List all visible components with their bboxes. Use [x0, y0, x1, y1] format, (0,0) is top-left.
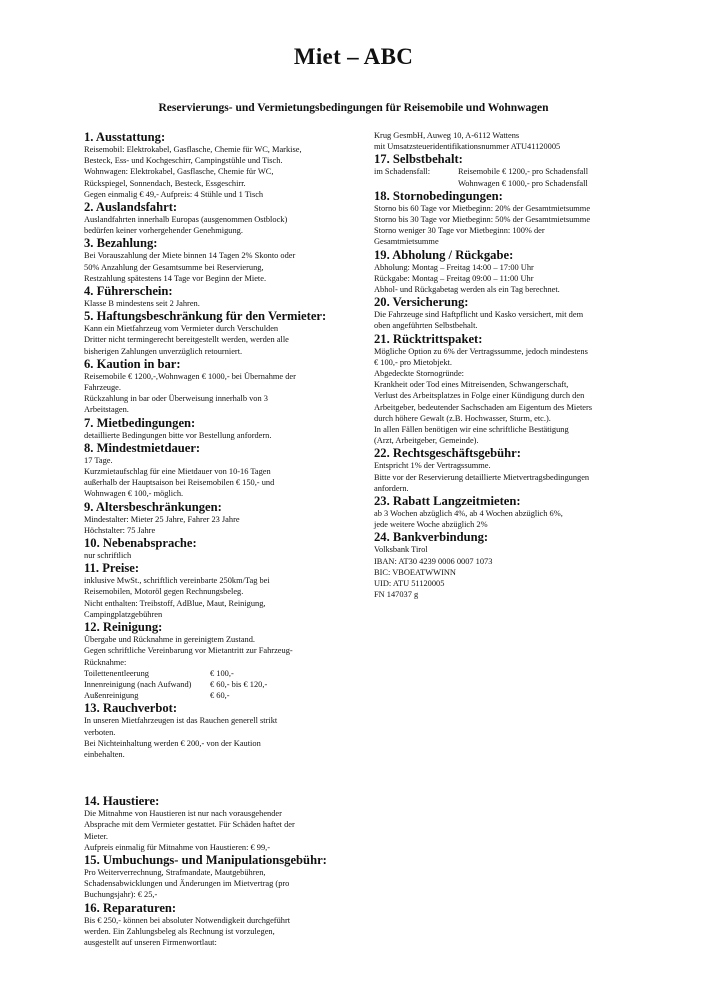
section-line: Gesamtmietsumme [374, 237, 439, 247]
section-heading: 14. Haustiere: [84, 794, 160, 809]
section-line: BIC: VBOEATWWINN [374, 567, 456, 577]
section-heading: 12. Reinigung: [84, 620, 163, 635]
section-body [374, 544, 636, 600]
section-s5 [84, 309, 346, 357]
section-s8 [84, 441, 346, 500]
section-s14 [84, 794, 346, 853]
section-line: Reisemobilen, Motoröl gegen Rechnungsbeleg. [84, 587, 244, 597]
section-body [84, 550, 346, 561]
section-line: Restzahlung spätestens 14 Tage vor Beginn der Miete. [84, 273, 267, 283]
address-line: Krug GesmbH, Auweg 10, A-6112 Wattens [374, 131, 520, 140]
section-heading: 5. Haftungsbeschränkung für den Vermieter: [84, 309, 327, 324]
section-heading: 9. Altersbeschränkungen: [84, 499, 222, 514]
section-line: Bis € 250,- können bei absoluter Notwendigkeit durchgeführt [84, 915, 291, 925]
section-line: bedürfen keiner vorhergehender Genehmigung. [84, 226, 243, 236]
section-line: anfordern. [374, 483, 409, 493]
section-heading: 11. Preise: [84, 561, 140, 576]
section-line: Mindestalter: Mieter 25 Jahre, Fahrer 23 Jahre [84, 514, 240, 524]
section-s2 [84, 200, 346, 236]
address-line: mit Umsatzsteueridentifikationsnummer ATU41120005 [374, 142, 561, 152]
document-subtitle: Reservierungs- und Vermietungsbedingungen für Reisemobile und Wohnwagen [158, 102, 549, 114]
section-line: Storno weniger 30 Tage vor Mietbeginn: 100% der [374, 226, 545, 236]
section-line: Klasse B mindestens seit 2 Jahren. [84, 299, 200, 309]
section-body [84, 430, 346, 441]
section-heading: 13. Rauchverbot: [84, 701, 178, 716]
section-s1 [84, 130, 346, 200]
section-line: In unseren Mietfahrzeugen ist das Rauchen generell strikt [84, 716, 278, 726]
price-row [84, 690, 346, 701]
row-label: Innenreinigung (nach Aufwand) [84, 679, 192, 689]
section-s15 [84, 853, 346, 901]
section-body [374, 166, 636, 188]
section-s10 [84, 536, 346, 561]
section-heading: 6. Kaution in bar: [84, 356, 181, 371]
section-line: Bei Vorauszahlung der Miete binnen 14 Tagen 2% Skonto oder [84, 251, 296, 261]
section-s22 [374, 446, 636, 494]
section-heading: 17. Selbstbehalt: [374, 152, 463, 167]
section-heading: 16. Reparaturen: [84, 900, 177, 915]
section-body [84, 298, 346, 309]
section-line: Die Fahrzeuge sind Haftpflicht und Kasko versichert, mit dem [374, 310, 584, 320]
section-line: Kann ein Mietfahrzeug vom Vermieter durch Verschulden [84, 324, 279, 334]
section-s21 [374, 332, 636, 447]
section-line: außerhalb der Hauptsaison bei Reisemobilen € 150,- und [84, 478, 275, 488]
section-line: Übergabe und Rücknahme in gereinigtem Zustand. [84, 635, 256, 645]
section-line: Verlust des Arbeitsplatzes in Folge einer Kündigung durch den [374, 391, 585, 401]
section-line: einbehalten. [84, 749, 125, 759]
section-heading: 23. Rabatt Langzeitmieten: [374, 494, 521, 509]
section-line: FN 147037 g [374, 590, 419, 600]
row-value: € 100,- [210, 668, 234, 678]
section-s7 [84, 416, 346, 441]
section-line: (Arzt, Arbeitgeber, Gemeinde). [374, 436, 479, 446]
section-line: Nicht enthalten: Treibstoff, AdBlue, Maut, Reinigung, [84, 598, 266, 608]
section-line: Mögliche Option zu 6% der Vertragssumme, jedoch mindestens [374, 346, 588, 356]
section-body [374, 460, 636, 494]
section-body [84, 514, 346, 536]
section-body [84, 250, 346, 284]
section-line: Storno bis 30 Tage vor Mietbeginn: 50% der Gesamtmietsumme [374, 215, 591, 225]
section-line: inklusive MwSt., schriftlich vereinbarte 250km/Tag bei [84, 576, 270, 586]
section-line: Wohnwagen: Elektrokabel, Gasflasche, Chemie für WC, [84, 167, 274, 177]
section-body [84, 214, 346, 236]
section-body [84, 144, 346, 200]
section-line: Absprache mit dem Vermieter gestattet. Für Schäden haftet der [84, 820, 295, 830]
section-s4 [84, 284, 346, 309]
section-body [84, 323, 346, 357]
section-heading: 7. Mietbedingungen: [84, 415, 196, 430]
section-line: Bei Nichteinhaltung werden € 200,- von der Kaution [84, 738, 261, 748]
section-s6 [84, 357, 346, 416]
row-label: Toilettenentleerung [84, 668, 149, 678]
section-line: Reisemobile € 1200,-,Wohnwagen € 1000,- bei Übernahme der [84, 371, 296, 381]
section-line: Die Mitnahme von Haustieren ist nur nach vorausgehender [84, 809, 282, 819]
section-line: 17 Tage. [84, 455, 113, 465]
row-label: Außenreinigung [84, 691, 139, 701]
section-line: Fahrzeuge. [84, 383, 121, 393]
section-s17 [374, 152, 636, 188]
section-line: Rückspiegel, Sonnendach, Besteck, Essgeschirr. [84, 178, 246, 188]
section-line: In allen Fällen benötigen wir eine schriftliche Bestätigung [374, 425, 569, 435]
section-body [84, 455, 346, 500]
section-line: € 100,- pro Mietobjekt. [374, 357, 452, 367]
section-body [84, 715, 346, 760]
section-line: Bitte vor der Reservierung detaillierte Mietvertragsbedingungen [374, 472, 590, 482]
section-s3 [84, 236, 346, 284]
section-line: ausgestellt auf unseren Firmenwortlaut: [84, 937, 217, 947]
section-line: Wohnwagen € 100,- möglich. [84, 489, 184, 499]
price-row [374, 166, 636, 177]
section-s11 [84, 561, 346, 620]
section-s19 [374, 248, 636, 296]
section-line: Gegen schriftliche Vereinbarung vor Mietantritt zur Fahrzeug- [84, 646, 293, 656]
section-heading: 24. Bankverbindung: [374, 530, 489, 545]
section-line: Rücknahme: [84, 657, 127, 667]
section-s23 [374, 494, 636, 530]
section-line: Auslandfahrten innerhalb Europas (ausgenommen Ostblock) [84, 215, 288, 225]
section-line: nur schriftlich [84, 551, 132, 561]
section-body [84, 808, 346, 853]
section-line: Arbeitgeber, bedeutender Sachschaden am Eigentum des Mieters [374, 402, 593, 412]
section-line: Storno bis 60 Tage vor Mietbeginn: 20% der Gesamtmietsumme [374, 203, 591, 213]
section-s20 [374, 295, 636, 331]
section-line: Entspricht 1% der Vertragssumme. [374, 461, 491, 471]
section-line: durch höhere Gewalt (z.B. Hochwasser, Sturm, etc.). [374, 413, 551, 423]
section-body [374, 508, 636, 530]
section-line: Buchungsjahr): € 25,- [84, 890, 158, 900]
row-value: Reisemobile € 1200,- pro Schadensfall [458, 167, 589, 177]
section-heading: 20. Versicherung: [374, 295, 469, 310]
row-value: € 60,- [210, 691, 230, 701]
section-line: werden. Ein Zahlungsbeleg als Rechnung ist vorzulegen, [84, 926, 275, 936]
section-heading: 22. Rechtsgeschäftsgebühr: [374, 446, 521, 461]
section-line: Mieter. [84, 831, 108, 841]
section-line: Schadensabwicklungen und Änderungen im Mietvertrag (pro [84, 879, 290, 889]
section-body [374, 346, 636, 447]
section-heading: 10. Nebenabsprache: [84, 536, 197, 551]
section-body [374, 262, 636, 296]
section-line: jede weitere Woche abzüglich 2% [374, 520, 488, 530]
section-line: UID: ATU 51120005 [374, 579, 445, 589]
section-body [84, 634, 346, 701]
section-line: Volksbank Tirol [374, 545, 428, 555]
column-spacer [84, 760, 346, 794]
row-value: € 60,- bis € 120,- [210, 679, 268, 689]
section-s18 [374, 189, 636, 248]
section-line: Höchstalter: 75 Jahre [84, 525, 156, 535]
price-row [374, 178, 636, 189]
section-line: 50% Anzahlung der Gesamtsumme bei Reservierung, [84, 262, 264, 272]
section-body [84, 575, 346, 620]
section-line: Aufpreis einmalig für Mitnahme von Haustieren: € 99,- [84, 842, 271, 852]
section-s24 [374, 530, 636, 600]
section-line: Rückzahlung in bar oder Überweisung innerhalb von 3 [84, 394, 268, 404]
price-row [84, 679, 346, 690]
section-line: detaillierte Bedingungen bitte vor Bestellung anfordern. [84, 430, 272, 440]
section-line: Campingplatzgebühren [84, 609, 163, 619]
section-line: Arbeitstagen. [84, 405, 129, 415]
section-s16 [84, 901, 346, 949]
section-line: Kurzmietaufschlag für eine Mietdauer von 10-16 Tagen [84, 467, 271, 477]
row-label [374, 178, 458, 189]
section-line: Pro Weiterverrechnung, Strafmandate, Mautgebühren, [84, 867, 266, 877]
row-label: im Schadensfall: [374, 167, 431, 177]
section-heading: 3. Bezahlung: [84, 236, 158, 251]
section-heading: 21. Rücktrittspaket: [374, 331, 483, 346]
section-heading: 4. Führerschein: [84, 284, 173, 299]
section-line: Abholung: Montag – Freitag 14:00 – 17:00 Uhr [374, 262, 534, 272]
section-line: Rückgabe: Montag – Freitag 09:00 – 11:00 Uhr [374, 273, 534, 283]
row-value: Wohnwagen € 1000,- pro Schadensfall [458, 178, 588, 188]
section-line: bisherigen Zahlungen unverzüglich retourniert. [84, 346, 243, 356]
document-title: Miet – ABC [293, 44, 414, 69]
section-line: IBAN: AT30 4239 0006 0007 1073 [374, 556, 493, 566]
price-row [84, 668, 346, 679]
section-line: Dritter nicht termingerecht bereitgestellt werden, werden alle [84, 335, 289, 345]
right-column [374, 130, 636, 601]
section-s9 [84, 500, 346, 536]
section-heading: 1. Ausstattung: [84, 130, 166, 144]
section-body [84, 867, 346, 901]
section-s12 [84, 620, 346, 701]
section-body [84, 371, 346, 416]
section-body [374, 309, 636, 331]
section-line: Krankheit oder Tod eines Mitreisenden, Schwangerschaft, [374, 380, 569, 390]
section-line: Abgedeckte Stornogründe: [374, 369, 465, 379]
section-body [84, 915, 346, 949]
section-body [374, 203, 636, 248]
section-heading: 8. Mindestmietdauer: [84, 440, 201, 455]
section-line: Besteck, Ess- und Kochgeschirr, Campingstühle und Tisch. [84, 156, 283, 166]
left-column [84, 130, 346, 948]
company-address [374, 130, 636, 152]
section-s13 [84, 701, 346, 760]
section-line: ab 3 Wochen abzüglich 4%, ab 4 Wochen abzüglich 6%, [374, 509, 563, 519]
section-heading: 19. Abholung / Rückgabe: [374, 247, 514, 262]
section-heading: 15. Umbuchungs- und Manipulationsgebühr: [84, 852, 327, 867]
section-line: Gegen einmalig € 49,- Aufpreis: 4 Stühle und 1 Tisch [84, 189, 264, 199]
section-line: verboten. [84, 727, 116, 737]
section-heading: 2. Auslandsfahrt: [84, 200, 178, 215]
section-line: Reisemobil: Elektrokabel, Gasflasche, Chemie für WC, Markise, [84, 145, 302, 154]
section-line: Abhol- und Rückgabetag werden als ein Tag berechnet. [374, 285, 560, 295]
section-heading: 18. Stornobedingungen: [374, 188, 503, 203]
section-line: oben angeführten Selbstbehalt. [374, 321, 478, 331]
